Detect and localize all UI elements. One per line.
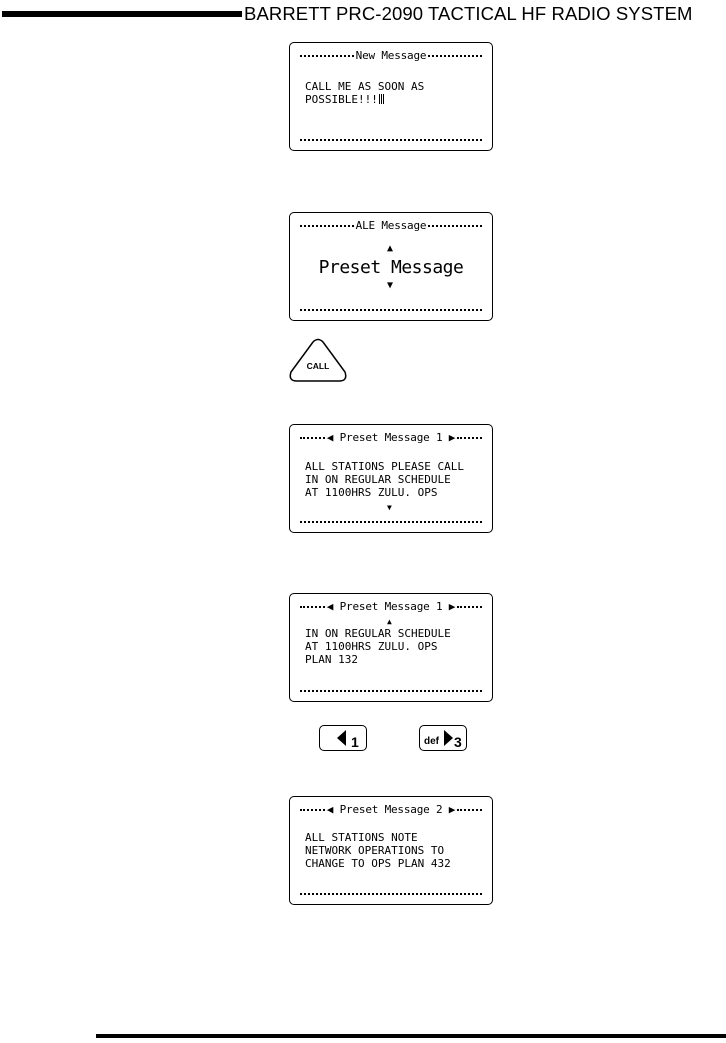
message-line-3: AT 1100HRS ZULU. OPS bbox=[305, 486, 438, 499]
scroll-down-arrow-icon: ▼ bbox=[387, 503, 392, 512]
message-line-2: POSSIBLE!!! bbox=[305, 94, 385, 106]
lcd-title: ◀ Preset Message 1 ▶ bbox=[326, 600, 456, 613]
header-rule bbox=[2, 11, 242, 17]
message-line-1: CALL ME AS SOON AS bbox=[305, 80, 425, 93]
lcd-title: ◀ Preset Message 1 ▶ bbox=[326, 431, 456, 444]
message-line-1: ALL STATIONS PLEASE CALL bbox=[305, 460, 464, 473]
scroll-up-arrow-icon: ▲ bbox=[387, 617, 392, 626]
lcd-title: ALE Message bbox=[355, 219, 427, 232]
message-line-3: PLAN 132 bbox=[305, 653, 358, 666]
message-line-2: AT 1100HRS ZULU. OPS bbox=[305, 640, 438, 653]
lcd-title-bar bbox=[300, 219, 482, 233]
right-triangle-icon bbox=[444, 730, 454, 746]
text-cursor-icon bbox=[379, 94, 385, 104]
lcd-preset-message-1-scrolled bbox=[289, 593, 493, 702]
menu-selection: Preset Message bbox=[318, 257, 464, 278]
lcd-title: ◀ Preset Message 2 ▶ bbox=[326, 803, 456, 816]
lcd-title-bar bbox=[300, 431, 482, 445]
lcd-title-bar bbox=[300, 600, 482, 614]
lcd-title: New Message bbox=[355, 49, 427, 62]
key-number: 3 bbox=[454, 734, 462, 750]
message-line-1: ALL STATIONS NOTE bbox=[305, 831, 418, 844]
lcd-preset-message-1 bbox=[289, 424, 493, 533]
key-letters: def bbox=[424, 736, 439, 747]
key-number: 1 bbox=[351, 734, 359, 750]
message-line-2: NETWORK OPERATIONS TO bbox=[305, 844, 445, 857]
call-key-icon[interactable] bbox=[287, 338, 349, 384]
footer-rule bbox=[96, 1034, 726, 1038]
call-key-label: CALL bbox=[306, 361, 330, 371]
page-header-title: BARRETT PRC-2090 TACTICAL HF RADIO SYSTEM bbox=[244, 3, 693, 24]
def-3-key[interactable] bbox=[419, 725, 467, 751]
lcd-title-bar bbox=[300, 49, 482, 63]
lcd-preset-message-2 bbox=[289, 796, 493, 905]
scroll-up-arrow-icon: ▲ bbox=[387, 243, 394, 254]
left-1-key[interactable] bbox=[319, 725, 367, 751]
lcd-ale-message bbox=[289, 212, 493, 321]
lcd-new-message bbox=[289, 42, 493, 151]
left-triangle-icon bbox=[337, 730, 347, 746]
message-line-3: CHANGE TO OPS PLAN 432 bbox=[305, 857, 451, 870]
scroll-down-arrow-icon: ▼ bbox=[387, 280, 394, 291]
message-line-1: IN ON REGULAR SCHEDULE bbox=[305, 627, 451, 640]
message-line-2: IN ON REGULAR SCHEDULE bbox=[305, 473, 451, 486]
lcd-title-bar bbox=[300, 803, 482, 817]
